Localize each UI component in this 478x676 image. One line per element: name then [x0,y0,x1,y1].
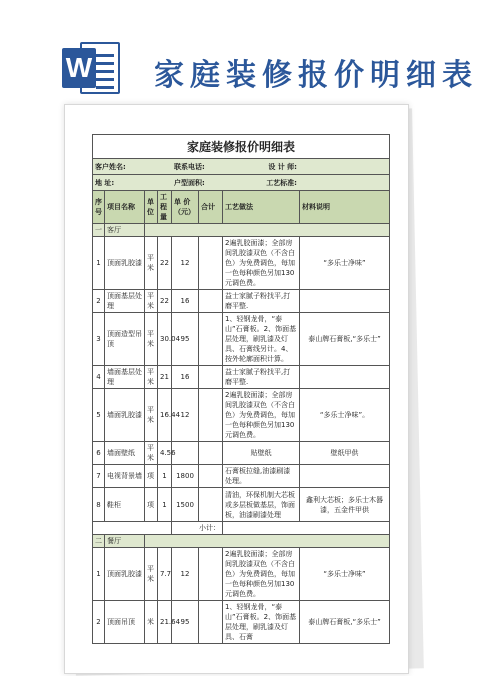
table-row: 6 墙面壁纸 平米 4.56 贴壁纸 壁纸甲供 [93,442,390,465]
customer-name-label: 客户姓名: [93,159,145,175]
designer-label: 设 计 师: [223,159,300,175]
address-label: 地 址: [93,175,145,191]
subtotal-label: 小计： [172,522,223,535]
banner-title: 家庭装修报价明细表 [154,58,478,93]
header-material: 材料说明 [300,191,390,224]
table-row: 5 墙面乳胶漆 平米 16.44 12 2遍乳胶面漆；全部房间乳胶漆双色（不含白色）为免费调色，每加一色每种颜色另加130元调色费。 “多乐士净味”。 [93,389,390,442]
header-unit: 单位 [145,191,158,224]
word-logo-icon [62,40,122,96]
table-row: 3 顶面造型吊顶 平米 30.04 95 1、轻钢龙骨，“泰山”石膏板。2、饰面基层处理，刷乳漆及灯具、石膏线另计。4、按外轮廓面积计算。 泰山牌石膏板,“多乐士” [93,313,390,366]
quote-table [92,134,390,644]
section-row: 一 客厅 [93,224,390,237]
table-row: 8 鞋柜 项 1 1500 清油，环保机制大芯板或多层板做基层，饰面板，油漆刷漆处理 鑫利大芯板；多乐士木器漆，五金件甲供 [93,488,390,522]
sheet-title: 家庭装修报价明细表 [93,135,390,159]
area-label: 户型面积: [172,175,223,191]
table-row: 7 电视背景墙 项 1 1800 石膏板拉缝,油漆刷漆处理。 [93,465,390,488]
header-no: 序号 [93,191,105,224]
table-row: 1 顶面乳胶漆 平米 22 12 2遍乳胶面漆；全部房间乳胶漆双色（不含白色）为免费调色，每加一色每种颜色另加130元调色费。 “多乐士净味” [93,237,390,290]
process-label: 工艺标准: [223,175,300,191]
subtotal-row [93,522,390,535]
table-row: 1 顶面乳胶漆 平米 7.7 12 2遍乳胶面漆；全部房间乳胶漆双色（不含白色）为免费调色，每加一色每种颜色另加130元调色费。 “多乐士净味” [93,548,390,601]
phone-label: 联系电话: [172,159,223,175]
info-row-2 [93,175,390,191]
header-total: 合计 [199,191,223,224]
header-name: 项目名称 [105,191,145,224]
word-logo-letter: W [62,48,96,88]
table-row: 4 墙面基层处理 平米 21 16 益士家腻子粉找平,打磨平整. [93,366,390,389]
table-row: 2 顶面基层处理 平米 22 16 益士家腻子粉找平,打磨平整. [93,290,390,313]
table-header [93,191,390,224]
info-row-1 [93,159,390,175]
section-row: 二 餐厅 [93,535,390,548]
header-qty: 工程量 [158,191,172,224]
header-craft: 工艺做法 [223,191,300,224]
banner [0,0,478,100]
header-price: 单 价（元） [172,191,199,224]
table-row: 2 顶面吊顶 米 21.64 95 1、轻钢龙骨，“泰山”石膏板。2、饰面基层处理，刷乳漆及灯具、石膏 泰山牌石膏板,“多乐士” [93,601,390,644]
